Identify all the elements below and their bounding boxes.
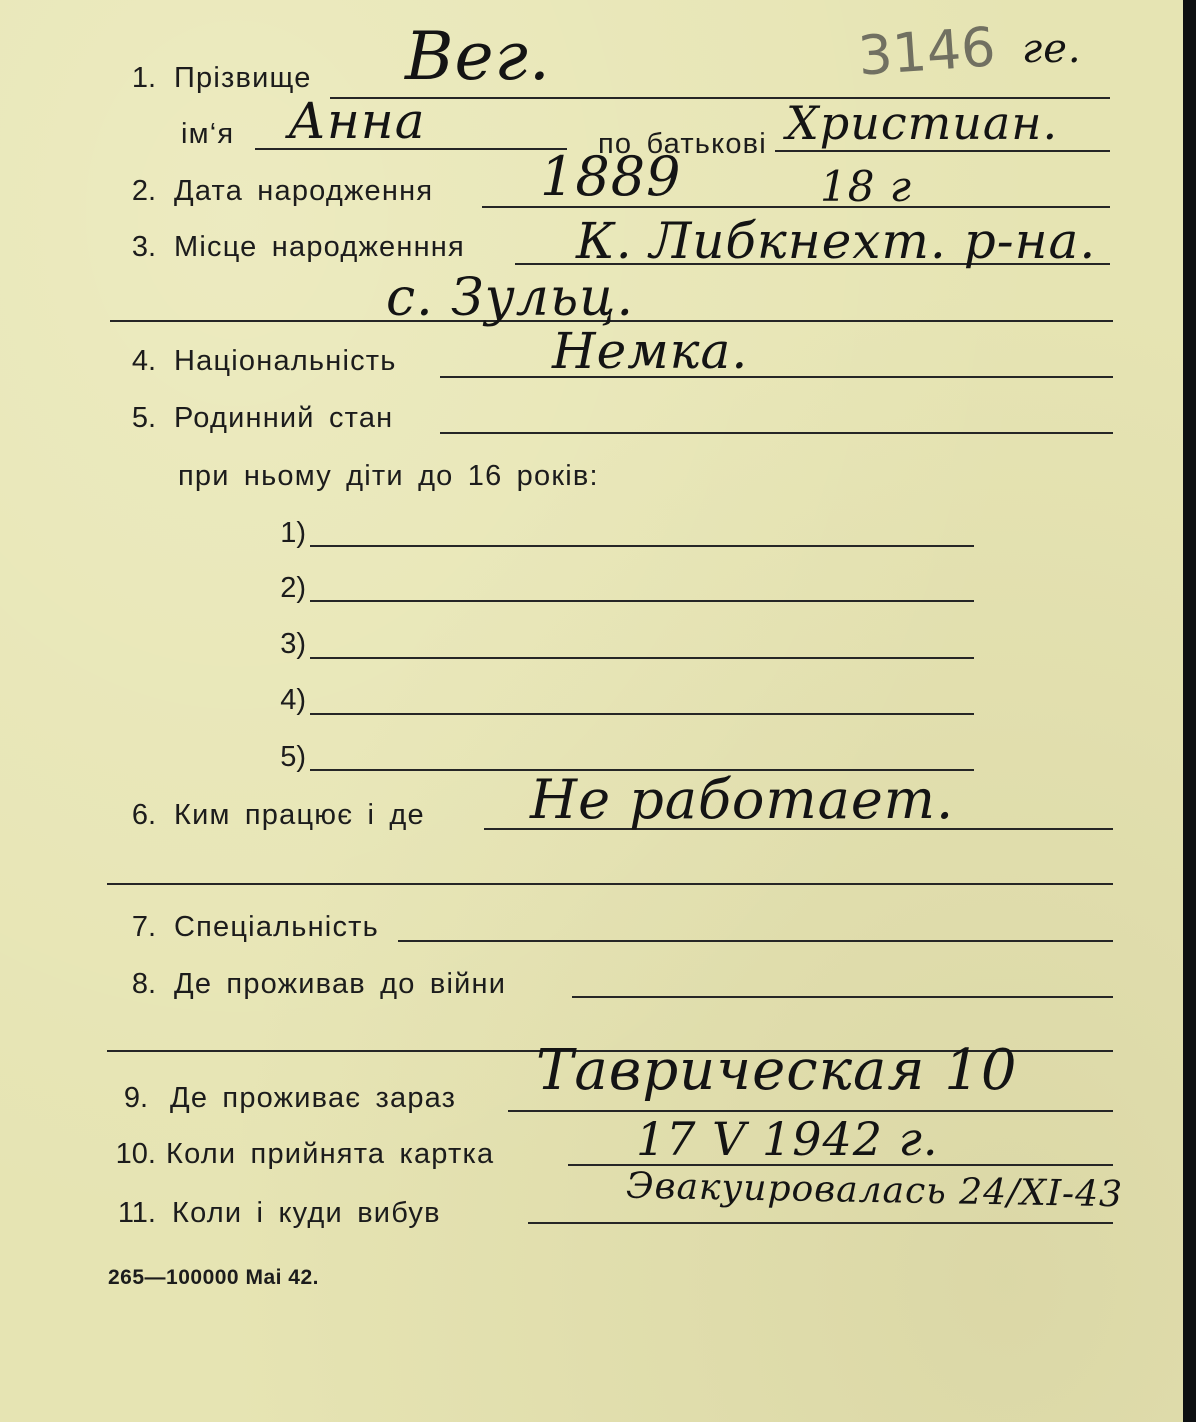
- departure-value: Эвакуировалась 24/XI-43: [625, 1165, 1124, 1216]
- departure-line: [528, 1222, 1113, 1224]
- field-number: 5.: [131, 402, 156, 434]
- field-number: 2.: [131, 175, 156, 207]
- specialty-label: Спеціальність: [174, 911, 379, 943]
- card-accepted-value: 17 V 1942 г.: [636, 1112, 939, 1166]
- current-residence-label: Де проживає зараз: [170, 1082, 457, 1114]
- patronymic-label: по батькові: [598, 128, 767, 160]
- child-line: [310, 713, 974, 715]
- birth-year-value: 1889: [540, 145, 682, 208]
- field-number: 6.: [131, 799, 156, 831]
- child-number: 3): [280, 628, 306, 660]
- birth-place-value-2: с. Зульц.: [386, 268, 634, 328]
- field-number: 1.: [131, 62, 156, 94]
- surname-value: Вег.: [405, 18, 551, 95]
- work-line-2: [107, 883, 1113, 885]
- current-residence-value: Таврическая 10: [536, 1038, 1018, 1103]
- child-number: 2): [280, 572, 306, 604]
- specialty-line: [398, 940, 1113, 942]
- field-number: 3.: [131, 231, 156, 263]
- work-value: Не работает.: [530, 768, 955, 831]
- child-line: [310, 545, 974, 547]
- patronymic-line: [775, 150, 1110, 152]
- field-number: 11.: [117, 1197, 156, 1229]
- nationality-line: [440, 376, 1113, 378]
- name-value: Анна: [288, 92, 426, 150]
- child-number: 4): [280, 684, 306, 716]
- field-number: 4.: [131, 345, 156, 377]
- departure-label: Коли і куди вибув: [172, 1197, 441, 1229]
- birth-date-extra: 18 г: [820, 162, 913, 211]
- work-label: Ким працює і де: [174, 799, 425, 831]
- card-accepted-label: Коли прийнята картка: [166, 1138, 495, 1170]
- child-number: 1): [280, 517, 306, 549]
- field-number: 9.: [123, 1082, 148, 1114]
- child-line: [310, 600, 974, 602]
- patronymic-value: Христиан.: [786, 96, 1059, 150]
- child-number: 5): [280, 741, 306, 773]
- birth-place-label: Місце народженння: [174, 231, 465, 263]
- registration-suffix: ге.: [1022, 26, 1082, 72]
- field-number: 7.: [131, 911, 156, 943]
- birth-place-value-1: К. Либкнехт. р-на.: [576, 212, 1097, 270]
- birth-date-label: Дата народження: [174, 175, 434, 207]
- registration-number: 3146: [855, 15, 998, 88]
- print-mark: 265—100000 Mai 42.: [108, 1266, 319, 1289]
- nationality-value: Немка.: [552, 322, 749, 380]
- name-label: ім‘я: [181, 118, 235, 150]
- field-number: 8.: [131, 968, 156, 1000]
- prewar-residence-label: Де проживав до війни: [174, 968, 507, 1000]
- children-label: при ньому діти до 16 років:: [178, 460, 599, 492]
- surname-label: Прізвище: [174, 62, 312, 94]
- nationality-label: Національність: [174, 345, 397, 377]
- field-number: 10.: [115, 1138, 156, 1170]
- marital-status-line: [440, 432, 1113, 434]
- prewar-residence-line-1: [572, 996, 1113, 998]
- marital-status-label: Родинний стан: [174, 402, 394, 434]
- child-line: [310, 657, 974, 659]
